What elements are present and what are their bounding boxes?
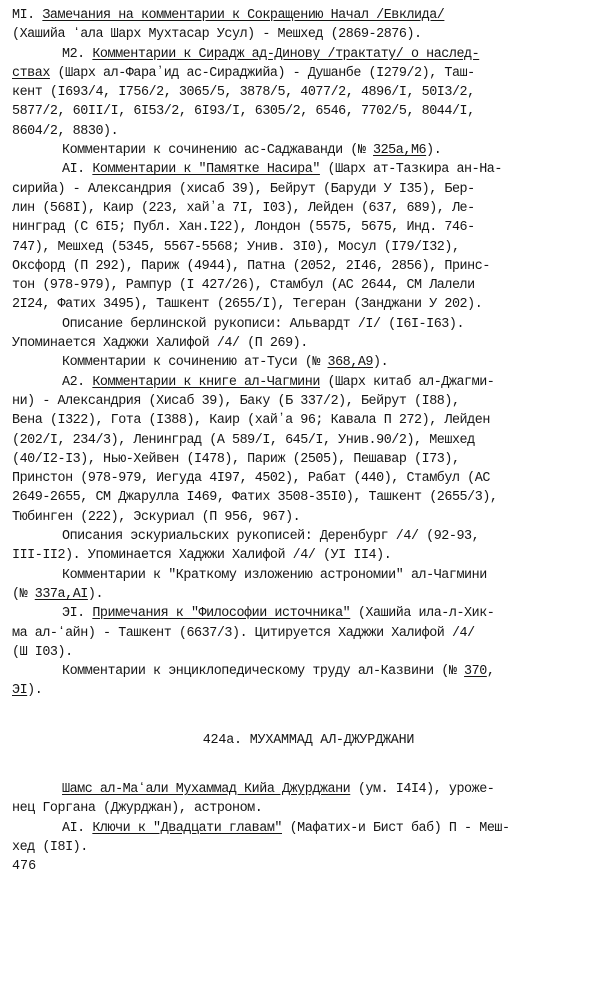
entry-a1-line-3: лин (568I), Каир (223, хайʼа 7I, I03), Лейден (637, 689), Ле- <box>12 200 475 216</box>
entry-m1-line-2: (Хашийа ʻала Шарх Мухтасар Усул) - Мешхед (2869-2876). <box>12 27 422 43</box>
entry-a2-line-5: (40/I2-I3), Нью-Хейвен (I478), Париж (2505), Пешавар (I73), <box>12 451 460 467</box>
section-heading: 424а. МУХАММАД АЛ-ДЖУРДЖАНИ <box>202 732 415 748</box>
cross-ref-chagmini-1: Комментарии к "Краткому изложению астрономии" ал-Чагмини <box>62 567 487 583</box>
entry-a1-line-2: сирийа) - Александрия (хисаб 39), Бейрут (Баруди У I35), Бер- <box>12 181 475 197</box>
bio-line-2: нец Горгана (Джурджан), астроном. <box>12 801 263 817</box>
bio-entry-a1-line-2: хед (I8I). <box>12 839 88 855</box>
entry-a2-line-4: (202/I, 234/3), Ленинград (А 589/I, 645/I, Унив.90/2), Мешхед <box>12 432 475 448</box>
entry-a1-line-6: Оксфорд (П 292), Париж (4944), Патна (2052, 2I46, 2856), Принс- <box>12 258 490 274</box>
entry-a2-description-1: Описания эскуриальских рукописей: Деренбург /4/ (92-93, <box>62 529 480 545</box>
entry-m2-line-4: 5877/2, 60II/I, 6I53/2, 6I93/I, 6305/2, 6546, 7702/5, 8044/I, <box>12 104 475 120</box>
page-number: 476 <box>12 859 37 875</box>
cross-ref-qazwini-2: ЭI). <box>12 683 43 699</box>
entry-a1-description: Описание берлинской рукописи: Альвардт /I/ (I6I-I63). <box>62 316 465 332</box>
entry-a1-line-5: 747), Мешхед (5345, 5567-5568; Унив. 3I0), Мосул (I79/I32), <box>12 239 460 255</box>
entry-a1-line-7: тон (978-979), Рампур (I 427/26), Стамбул (АС 2644, СМ Лалели <box>12 278 475 294</box>
entry-a2-line-6: Принстон (978-979, Иегуда 4I97, 4502), Рабат (440), Стамбул (АС <box>12 471 490 487</box>
entry-a1-line-1: AI. Комментарии к "Памятке Насира" (Шарх ат-Тазкира ан-На- <box>62 162 502 178</box>
bio-line-1: Шамс ал-Маʻали Мухаммад Кийа Джурджани (ум. I4I4), урожe- <box>62 781 495 797</box>
entry-m2-line-2: ствах (Шарх ал-Фараʼид ас-Сираджийа) - Душанбе (I279/2), Таш- <box>12 65 475 81</box>
cross-ref-sajawandi: Комментарии к сочинению ас-Саджаванди (№ 325а,М6). <box>62 143 442 159</box>
cross-ref-tusi: Комментарии к сочинению ат-Туси (№ 368,А9). <box>62 355 389 371</box>
entry-m2-line-1: M2. Комментарии к Сирадж ад-Динову /трактату/ о наслед- <box>62 46 480 62</box>
entry-e1-line-2: ма ал-ʻайн) - Ташкент (6637/3). Цитируется Хаджжи Халифой /4/ <box>12 625 475 641</box>
entry-e1-line-1: ЭI. Примечания к "Философии источника" (Хашийа ила-л-Хик- <box>62 606 495 622</box>
entry-a2-line-3: Вена (I322), Гота (I388), Каир (хайʼа 96; Кавала П 272), Лейден <box>12 413 490 429</box>
entry-m1-line-1: MI. Замечания на комментарии к Сокращению Начал /Евклида/ <box>12 8 445 23</box>
entry-a2-description-2: III-II2). Упоминается Хаджжи Халифой /4/ (УI II4). <box>12 548 392 564</box>
cross-ref-qazwini-1: Комментарии к энциклопедическому труду ал-Казвини (№ 370, <box>62 664 495 680</box>
entry-m2-line-5: 8604/2, 8830). <box>12 123 119 139</box>
entry-a2-line-8: Тюбинген (222), Эскуриал (П 956, 967). <box>12 509 301 525</box>
entry-a1-mention: Упоминается Хаджжи Халифой /4/ (П 269). <box>12 336 308 352</box>
cross-ref-chagmini-2: (№ 337а,АI). <box>12 586 104 602</box>
bio-entry-a1-line-1: AI. Ключи к "Двадцати главам" (Мафатих-и Бист баб) П - Меш- <box>62 820 510 836</box>
entry-e1-line-3: (Ш I03). <box>12 644 73 660</box>
entry-a1-line-4: нинград (С 6I5; Публ. Хан.I22), Лондон (5575, 5675, Инд. 746- <box>12 220 475 236</box>
entry-a1-line-8: 2I24, Фатих 3495), Ташкент (2655/I), Тегеран (Занджани У 202). <box>12 297 483 313</box>
entry-a2-line-7: 2649-2655, СМ Джарулла I469, Фатих 3508-35I0), Ташкент (2655/3), <box>12 490 498 506</box>
entry-a2-line-2: ни) - Александрия (Хисаб 39), Баку (Б 337/2), Бейрут (I88), <box>12 393 460 409</box>
entry-m2-line-3: кент (I693/4, I756/2, 3065/5, 3878/5, 4077/2, 4896/I, 50I3/2, <box>12 85 475 101</box>
entry-a2-line-1: A2. Комментарии к книге ал-Чагмини (Шарх китаб ал-Джагми- <box>62 374 495 390</box>
